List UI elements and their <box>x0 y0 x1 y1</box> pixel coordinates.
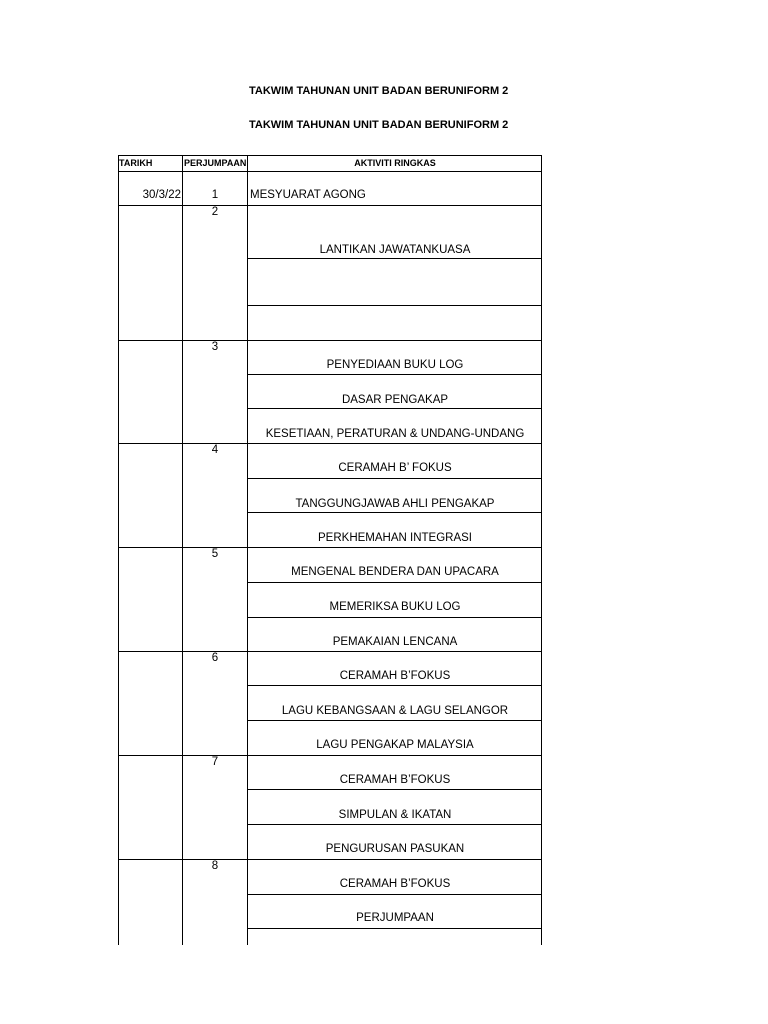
meeting-number: 4 <box>211 444 219 456</box>
activity-cell: PENGURUSAN PASUKAN <box>325 843 465 855</box>
activity-cell: MENGENAL BENDERA DAN UPACARA <box>291 566 499 578</box>
grid-line <box>118 755 542 756</box>
grid-line <box>247 512 542 513</box>
header-perjumpaan: PERJUMPAAN <box>184 158 247 168</box>
header-aktiviti: AKTIVITI RINGKAS <box>354 158 436 168</box>
activity-cell: CERAMAH B’FOKUS <box>339 670 451 682</box>
activity-cell: LAGU PENGAKAP MALAYSIA <box>316 739 474 751</box>
activity-cell: SIMPULAN & IKATAN <box>338 809 452 821</box>
activity-cell: LANTIKAN JAWATANKUASA <box>319 244 471 256</box>
grid-line <box>247 305 542 306</box>
meeting-number: 6 <box>211 652 219 664</box>
meeting-number: 8 <box>211 860 219 872</box>
grid-line <box>247 720 542 721</box>
grid-line <box>247 374 542 375</box>
activity-cell: LAGU KEBANGSAAN & LAGU SELANGOR <box>281 705 509 717</box>
activity-cell: KESETIAAN, PERATURAN & UNDANG-UNDANG <box>265 428 525 440</box>
activity-cell: CERAMAH B’FOKUS <box>339 878 451 890</box>
grid-line <box>118 547 542 548</box>
grid-line <box>247 258 542 259</box>
activity-cell: PERKHEMAHAN INTEGRASI <box>318 532 472 544</box>
activity-cell: PEMAKAIAN LENCANA <box>332 636 458 648</box>
grid-line <box>118 205 542 206</box>
grid-line <box>247 478 542 479</box>
meeting-number: 1 <box>211 189 219 201</box>
document-title: TAKWIM TAHUNAN UNIT BADAN BERUNIFORM 2 <box>249 85 509 97</box>
grid-line <box>118 340 542 341</box>
grid-line <box>118 171 542 172</box>
grid-line <box>118 443 542 444</box>
grid-line <box>247 155 248 945</box>
activity-cell: TANGGUNGJAWAB AHLI PENGAKAP <box>295 498 495 510</box>
activity-cell: PERJUMPAAN <box>356 912 434 924</box>
grid-line <box>247 789 542 790</box>
header-tarikh: TARIKH <box>119 158 153 168</box>
meeting-number: 2 <box>211 206 219 218</box>
grid-line <box>118 155 542 156</box>
meeting-number: 7 <box>211 756 219 768</box>
grid-line <box>118 155 119 945</box>
activity-cell: CERAMAH B’ FOKUS <box>338 462 452 474</box>
grid-line <box>118 651 542 652</box>
grid-line <box>247 894 542 895</box>
grid-line <box>247 685 542 686</box>
grid-line <box>247 582 542 583</box>
grid-line <box>247 928 542 929</box>
grid-line <box>247 824 542 825</box>
meeting-number: 5 <box>211 548 219 560</box>
activity-cell: MESYUARAT AGONG <box>250 189 366 201</box>
document-subtitle: TAKWIM TAHUNAN UNIT BADAN BERUNIFORM 2 <box>249 119 509 131</box>
grid-line <box>541 155 542 945</box>
date-cell: 30/3/22 <box>142 189 181 201</box>
grid-line <box>247 617 542 618</box>
activity-cell: CERAMAH B’FOKUS <box>339 774 451 786</box>
grid-line <box>247 408 542 409</box>
activity-cell: PENYEDIAAN BUKU LOG <box>326 359 464 371</box>
activity-cell: MEMERIKSA BUKU LOG <box>329 601 461 613</box>
grid-line <box>118 859 542 860</box>
activity-cell: DASAR PENGAKAP <box>341 394 449 406</box>
meeting-number: 3 <box>211 341 219 353</box>
